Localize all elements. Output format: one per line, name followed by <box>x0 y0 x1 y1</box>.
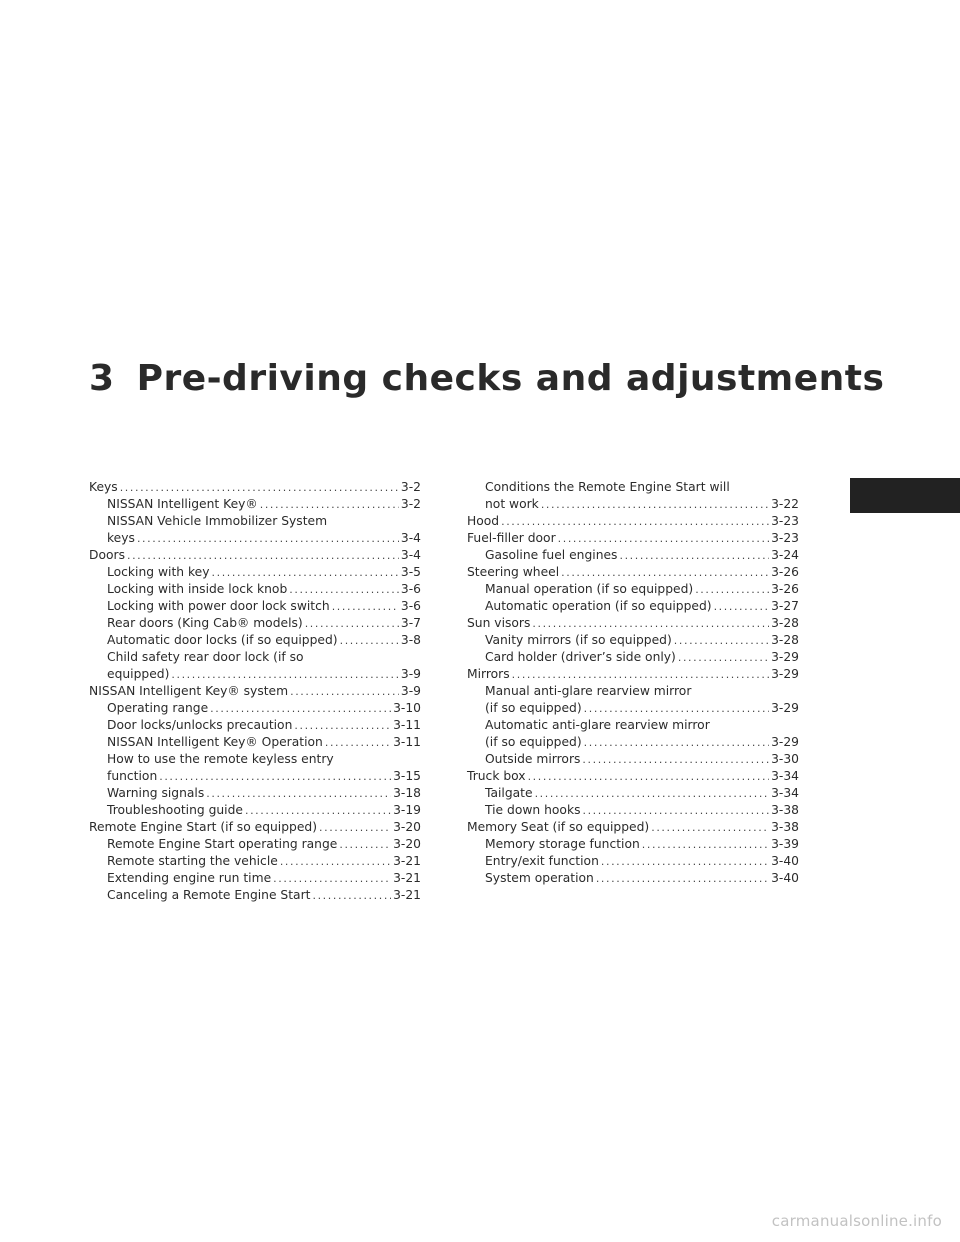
toc-entry-title: Tailgate <box>485 786 533 800</box>
toc-page-number: 3-21 <box>393 888 421 902</box>
toc-page-number: 3-9 <box>400 684 421 698</box>
toc-page-number: 3-19 <box>393 803 421 817</box>
toc-page-number: 3-26 <box>771 565 799 579</box>
toc-subentry[interactable] <box>467 649 799 666</box>
toc-page-number: 3-9 <box>400 667 421 681</box>
toc-entry-title: Mirrors <box>467 667 510 681</box>
toc-entry-title: Rear doors (King Cab® models) <box>107 616 303 630</box>
toc-page-number: 3-29 <box>771 701 799 715</box>
toc-entry-title: Steering wheel <box>467 565 560 579</box>
toc-entry[interactable] <box>467 768 799 785</box>
toc-subentry[interactable] <box>89 853 421 870</box>
toc-dot-leader <box>541 496 769 513</box>
toc-dot-leader <box>619 547 769 564</box>
toc-subentry[interactable] <box>89 768 421 785</box>
toc-entry[interactable] <box>467 513 799 530</box>
toc-entry[interactable] <box>467 819 799 836</box>
toc-dot-leader <box>210 700 391 717</box>
toc-subentry[interactable] <box>89 734 421 751</box>
toc-subentry[interactable] <box>89 666 421 683</box>
toc-subentry[interactable] <box>467 785 799 802</box>
toc-entry-title: (if so equipped) <box>485 735 582 749</box>
toc-left-column <box>89 479 421 904</box>
toc-dot-leader <box>582 751 769 768</box>
toc-entry-title: Door locks/unlocks precaution <box>107 718 293 732</box>
toc-subentry[interactable] <box>467 853 799 870</box>
toc-entry[interactable] <box>467 666 799 683</box>
toc-dot-leader <box>512 666 769 683</box>
toc-entry-title: Manual operation (if so equipped) <box>485 582 694 596</box>
toc-dot-leader <box>501 513 769 530</box>
toc-dot-leader <box>319 819 391 836</box>
toc-dot-leader <box>340 632 399 649</box>
toc-entry-title: equipped) <box>107 667 170 681</box>
toc-subentry[interactable] <box>89 564 421 581</box>
toc-dot-leader <box>159 768 391 785</box>
toc-page-number: 3-34 <box>771 769 799 783</box>
toc-subentry[interactable] <box>467 870 799 887</box>
toc-subentry[interactable] <box>89 632 421 649</box>
toc-dot-leader <box>651 819 769 836</box>
toc-page-number: 3-11 <box>393 718 421 732</box>
toc-subentry[interactable] <box>467 598 799 615</box>
toc-page-number: 3-28 <box>771 633 799 647</box>
toc-entry[interactable] <box>89 683 421 700</box>
toc-dot-leader <box>260 496 399 513</box>
toc-entry-title: Fuel-filler door <box>467 531 556 545</box>
toc-page-number: 3-2 <box>400 497 421 511</box>
toc-subentry[interactable] <box>89 581 421 598</box>
toc-entry-title-line: Automatic anti-glare rearview mirror <box>485 718 710 732</box>
toc-dot-leader <box>601 853 769 870</box>
toc-dot-leader <box>695 581 769 598</box>
toc-entry[interactable] <box>89 547 421 564</box>
watermark: carmanualsonline.info <box>771 1212 942 1230</box>
toc-page-number: 3-38 <box>771 803 799 817</box>
toc-page-number: 3-26 <box>771 582 799 596</box>
chapter-title-text: Pre-driving checks and adjustments <box>136 358 885 399</box>
toc-entry-title: Remote Engine Start operating range <box>107 837 338 851</box>
toc-subentry[interactable] <box>89 836 421 853</box>
toc-entry-title-line: Child safety rear door lock (if so <box>107 650 304 664</box>
toc-dot-leader <box>584 734 769 751</box>
toc-dot-leader <box>212 564 399 581</box>
toc-page-number: 3-2 <box>400 480 421 494</box>
toc-dot-leader <box>325 734 391 751</box>
toc-dot-leader <box>206 785 391 802</box>
toc-dot-leader <box>558 530 769 547</box>
toc-entry-title-line: Conditions the Remote Engine Start will <box>485 480 730 494</box>
toc-entry[interactable] <box>89 479 421 496</box>
toc-entry-title: Locking with power door lock switch <box>107 599 330 613</box>
toc-entry-title: Memory storage function <box>485 837 640 851</box>
toc-page-number: 3-5 <box>400 565 421 579</box>
toc-entry-title: Gasoline fuel engines <box>485 548 618 562</box>
toc-entry-title: Card holder (driver’s side only) <box>485 650 676 664</box>
toc-dot-leader <box>120 479 399 496</box>
toc-page-number: 3-8 <box>400 633 421 647</box>
toc-entry-title: not work <box>485 497 539 511</box>
toc-dot-leader <box>528 768 770 785</box>
toc-subentry[interactable] <box>89 802 421 819</box>
toc-page-number: 3-18 <box>393 786 421 800</box>
toc-page-number: 3-29 <box>771 667 799 681</box>
toc-subentry[interactable] <box>89 887 421 904</box>
toc-subentry[interactable] <box>467 734 799 751</box>
toc-page-number: 3-40 <box>771 871 799 885</box>
toc-entry-title: Troubleshooting guide <box>107 803 243 817</box>
toc-entry-title: NISSAN Intelligent Key® <box>107 497 258 511</box>
toc-page-number: 3-23 <box>771 531 799 545</box>
toc-entry-title: Remote starting the vehicle <box>107 854 278 868</box>
toc-page-number: 3-6 <box>400 599 421 613</box>
toc-entry-title: Truck box <box>467 769 526 783</box>
toc-dot-leader <box>290 683 399 700</box>
toc-entry-title: Operating range <box>107 701 209 715</box>
toc-page-number: 3-34 <box>771 786 799 800</box>
toc-entry-title: NISSAN Intelligent Key® Operation <box>107 735 323 749</box>
toc-entry-title: Entry/exit function <box>485 854 599 868</box>
toc-entry-title: System operation <box>485 871 594 885</box>
toc-entry-title: Automatic door locks (if so equipped) <box>107 633 338 647</box>
toc-subentry[interactable] <box>89 496 421 513</box>
toc-page-number: 3-4 <box>400 548 421 562</box>
toc-dot-leader <box>294 717 391 734</box>
toc-entry-title: Hood <box>467 514 500 528</box>
toc-page-number: 3-21 <box>393 871 421 885</box>
toc-dot-leader <box>171 666 399 683</box>
toc-subentry[interactable] <box>89 717 421 734</box>
toc-dot-leader <box>280 853 391 870</box>
toc-entry-title: Sun visors <box>467 616 531 630</box>
toc-subentry[interactable] <box>467 496 799 513</box>
toc-entry-title: keys <box>107 531 135 545</box>
toc-subentry[interactable] <box>467 700 799 717</box>
toc-entry[interactable] <box>89 819 421 836</box>
toc-dot-leader <box>127 547 399 564</box>
toc-entry-title: Tie down hooks <box>485 803 581 817</box>
toc-subentry[interactable] <box>467 836 799 853</box>
toc-dot-leader <box>674 632 769 649</box>
toc-dot-leader <box>584 700 769 717</box>
toc-subentry[interactable] <box>467 581 799 598</box>
toc-subentry[interactable] <box>89 615 421 632</box>
toc-entry-title: (if so equipped) <box>485 701 582 715</box>
toc-dot-leader <box>273 870 391 887</box>
toc-page-number: 3-24 <box>771 548 799 562</box>
toc-subentry[interactable] <box>89 700 421 717</box>
toc-entry-title: Keys <box>89 480 118 494</box>
toc-page-number: 3-27 <box>771 599 799 613</box>
toc-entry[interactable] <box>467 615 799 632</box>
toc-dot-leader <box>582 802 769 819</box>
toc-subentry[interactable] <box>89 530 421 547</box>
toc-dot-leader <box>642 836 769 853</box>
toc-entry-title: Remote Engine Start (if so equipped) <box>89 820 318 834</box>
toc-page-number: 3-10 <box>393 701 421 715</box>
toc-entry-title-line: NISSAN Vehicle Immobilizer System <box>107 514 328 528</box>
toc-entry-title-line: Manual anti-glare rearview mirror <box>485 684 692 698</box>
toc-dot-leader <box>312 887 391 904</box>
toc-page-number: 3-6 <box>400 582 421 596</box>
toc-subentry[interactable] <box>89 870 421 887</box>
toc-page-number: 3-39 <box>771 837 799 851</box>
toc-entry[interactable] <box>467 530 799 547</box>
toc-page-number: 3-29 <box>771 735 799 749</box>
toc-entry-title: function <box>107 769 158 783</box>
toc-dot-leader <box>532 615 769 632</box>
toc-page-number: 3-4 <box>400 531 421 545</box>
chapter-edge-tab <box>850 478 960 513</box>
toc-entry-title: NISSAN Intelligent Key® system <box>89 684 289 698</box>
toc-subentry[interactable] <box>467 632 799 649</box>
toc-subentry[interactable] <box>89 598 421 615</box>
toc-page-number: 3-29 <box>771 650 799 664</box>
toc-page-number: 3-11 <box>393 735 421 749</box>
toc-dot-leader <box>535 785 770 802</box>
toc-entry-title: Warning signals <box>107 786 205 800</box>
toc-dot-leader <box>332 598 399 615</box>
toc-page-number: 3-15 <box>393 769 421 783</box>
toc-dot-leader <box>596 870 769 887</box>
toc-page-number: 3-22 <box>771 497 799 511</box>
toc-dot-leader <box>305 615 399 632</box>
toc-entry-title: Locking with key <box>107 565 210 579</box>
toc-page-number: 3-38 <box>771 820 799 834</box>
toc-entry-title: Outside mirrors <box>485 752 581 766</box>
toc-subentry[interactable] <box>467 802 799 819</box>
toc-subentry[interactable] <box>467 547 799 564</box>
toc-page-number: 3-7 <box>400 616 421 630</box>
toc-entry-title: Memory Seat (if so equipped) <box>467 820 650 834</box>
toc-entry-title: Vanity mirrors (if so equipped) <box>485 633 672 647</box>
toc-page-number: 3-30 <box>771 752 799 766</box>
toc-dot-leader <box>137 530 399 547</box>
toc-dot-leader <box>678 649 769 666</box>
toc-page-number: 3-20 <box>393 837 421 851</box>
toc-entry-title: Doors <box>89 548 125 562</box>
toc-entry-title-line: How to use the remote keyless entry <box>107 752 334 766</box>
toc-entry[interactable] <box>467 564 799 581</box>
toc-dot-leader <box>289 581 399 598</box>
toc-entry-title: Automatic operation (if so equipped) <box>485 599 712 613</box>
toc-dot-leader <box>561 564 769 581</box>
toc-page-number: 3-40 <box>771 854 799 868</box>
toc-dot-leader <box>245 802 391 819</box>
toc-page-number: 3-20 <box>393 820 421 834</box>
toc-right-column <box>467 479 799 887</box>
toc-entry-title: Extending engine run time <box>107 871 272 885</box>
toc-entry-title: Locking with inside lock knob <box>107 582 288 596</box>
toc-subentry[interactable] <box>467 751 799 768</box>
toc-page-number: 3-21 <box>393 854 421 868</box>
toc-page-number: 3-28 <box>771 616 799 630</box>
toc-dot-leader <box>714 598 770 615</box>
toc-entry-title: Canceling a Remote Engine Start <box>107 888 311 902</box>
chapter-title <box>89 358 884 399</box>
toc-dot-leader <box>339 836 391 853</box>
toc-subentry[interactable] <box>89 785 421 802</box>
toc-page-number: 3-23 <box>771 514 799 528</box>
chapter-number: 3 <box>89 358 115 399</box>
